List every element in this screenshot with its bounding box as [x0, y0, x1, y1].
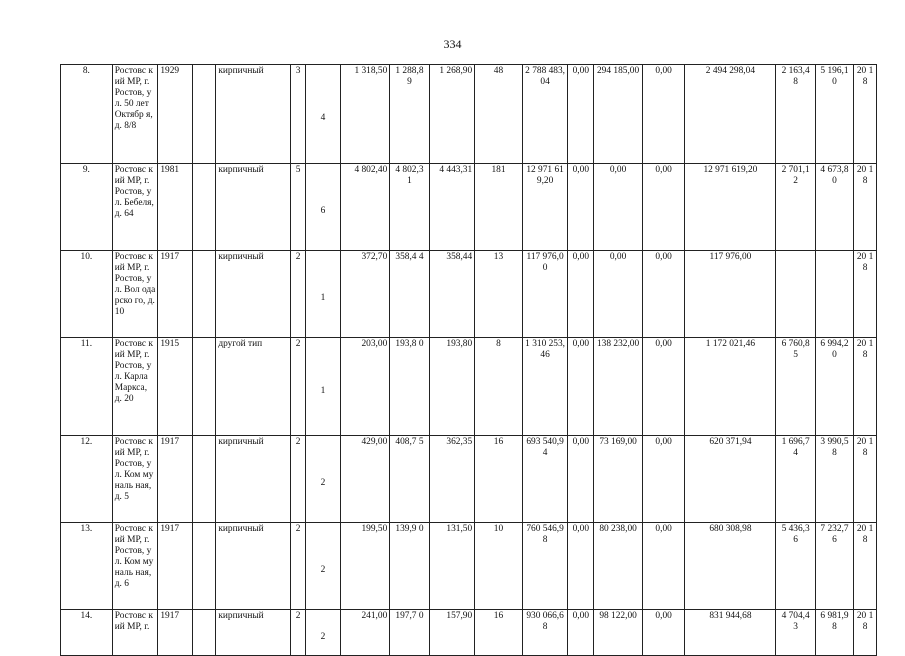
cell-a1: 4 802,40: [340, 164, 390, 251]
cell-res: 16: [475, 436, 523, 523]
cell-a3: 157,90: [429, 610, 475, 656]
cell-f1: 0,00: [568, 523, 594, 610]
cell-n: 13.: [61, 523, 113, 610]
cell-f1: 0,00: [568, 436, 594, 523]
cell-f2: 98 122,00: [594, 610, 643, 656]
cell-ent: 2: [306, 610, 340, 656]
cell-ent: 2: [306, 523, 340, 610]
cell-a2: 193,8 0: [390, 338, 429, 436]
cell-res: 8: [475, 338, 523, 436]
cell-mat: кирпичный: [216, 65, 291, 164]
cell-year: 1917: [158, 251, 192, 338]
cell-yr: 20 18: [854, 164, 877, 251]
cell-a2: 4 802,3 1: [390, 164, 429, 251]
cell-u1: 2 163,4 8: [776, 65, 815, 164]
cell-n: 8.: [61, 65, 113, 164]
cell-f3: 0,00: [642, 338, 684, 436]
cell-total: 760 546,98: [522, 523, 568, 610]
cell-mat: другой тип: [216, 338, 291, 436]
cell-u2: 7 232,7 6: [815, 523, 853, 610]
cell-year: 1917: [158, 610, 192, 656]
cell-yr: 20 18: [854, 338, 877, 436]
cell-a2: 197,7 0: [390, 610, 429, 656]
cell-f4: 831 944,68: [685, 610, 776, 656]
cell-f4: 117 976,00: [685, 251, 776, 338]
cell-f2: 294 185,00: [594, 65, 643, 164]
cell-res: 16: [475, 610, 523, 656]
cell-a1: 203,00: [340, 338, 390, 436]
table-row: [61, 164, 877, 251]
table-row: [61, 610, 877, 656]
cell-ent: 2: [306, 436, 340, 523]
table-row: [61, 436, 877, 523]
cell-empty: [192, 65, 216, 164]
cell-year: 1915: [158, 338, 192, 436]
cell-year: 1981: [158, 164, 192, 251]
cell-f4: 12 971 619,20: [685, 164, 776, 251]
cell-n: 14.: [61, 610, 113, 656]
cell-yr: 20 18: [854, 523, 877, 610]
cell-f4: 2 494 298,04: [685, 65, 776, 164]
cell-a2: 358,4 4: [390, 251, 429, 338]
cell-addr: Ростовс кий МР, г.: [112, 610, 158, 656]
cell-addr: Ростовс кий МР, г. Ростов, ул. Бебеля, д. 64: [112, 164, 158, 251]
cell-a2: 1 288,8 9: [390, 65, 429, 164]
cell-a1: 1 318,50: [340, 65, 390, 164]
cell-total: 930 066,68: [522, 610, 568, 656]
cell-a2: 139,9 0: [390, 523, 429, 610]
cell-mat: кирпичный: [216, 610, 291, 656]
cell-a3: 193,80: [429, 338, 475, 436]
cell-mat: кирпичный: [216, 436, 291, 523]
cell-yr: 20 18: [854, 65, 877, 164]
cell-f2: 0,00: [594, 251, 643, 338]
cell-floors: 2: [290, 610, 306, 656]
cell-addr: Ростовс кий МР, г. Ростов, ул. Карла Маркса, д. 20: [112, 338, 158, 436]
cell-res: 48: [475, 65, 523, 164]
cell-f3: 0,00: [642, 251, 684, 338]
cell-u1: [776, 251, 815, 338]
cell-empty: [192, 523, 216, 610]
cell-n: 9.: [61, 164, 113, 251]
cell-yr: 20 18: [854, 251, 877, 338]
cell-f4: 1 172 021,46: [685, 338, 776, 436]
cell-total: 1 310 253,46: [522, 338, 568, 436]
cell-a1: 429,00: [340, 436, 390, 523]
cell-total: 693 540,94: [522, 436, 568, 523]
cell-f1: 0,00: [568, 164, 594, 251]
cell-f2: 80 238,00: [594, 523, 643, 610]
cell-addr: Ростовс кий МР, г. Ростов, ул. 50 лет Октябр я, д. 8/8: [112, 65, 158, 164]
cell-u1: 4 704,4 3: [776, 610, 815, 656]
cell-u2: 6 981,9 8: [815, 610, 853, 656]
cell-yr: 20 18: [854, 436, 877, 523]
cell-a3: 362,35: [429, 436, 475, 523]
cell-f3: 0,00: [642, 436, 684, 523]
cell-ent: 4: [306, 65, 340, 164]
cell-floors: 3: [290, 65, 306, 164]
cell-empty: [192, 610, 216, 656]
cell-floors: 5: [290, 164, 306, 251]
cell-mat: кирпичный: [216, 164, 291, 251]
housing-table: [60, 64, 877, 656]
table-row: [61, 523, 877, 610]
cell-addr: Ростовс кий МР, г. Ростов, ул. Ком муналь ная, д. 5: [112, 436, 158, 523]
cell-floors: 2: [290, 523, 306, 610]
cell-mat: кирпичный: [216, 251, 291, 338]
cell-f2: 138 232,00: [594, 338, 643, 436]
cell-f2: 73 169,00: [594, 436, 643, 523]
cell-a3: 4 443,31: [429, 164, 475, 251]
cell-res: 13: [475, 251, 523, 338]
cell-floors: 2: [290, 251, 306, 338]
cell-floors: 2: [290, 338, 306, 436]
cell-f2: 0,00: [594, 164, 643, 251]
cell-empty: [192, 164, 216, 251]
cell-year: 1917: [158, 436, 192, 523]
cell-u1: 5 436,3 6: [776, 523, 815, 610]
cell-total: 2 788 483,04: [522, 65, 568, 164]
cell-empty: [192, 436, 216, 523]
cell-mat: кирпичный: [216, 523, 291, 610]
cell-a3: 131,50: [429, 523, 475, 610]
table-row: [61, 338, 877, 436]
cell-u2: 4 673,8 0: [815, 164, 853, 251]
cell-f1: 0,00: [568, 610, 594, 656]
cell-res: 181: [475, 164, 523, 251]
table-row: [61, 65, 877, 164]
cell-u2: 3 990,5 8: [815, 436, 853, 523]
cell-f1: 0,00: [568, 251, 594, 338]
cell-u2: 6 994,2 0: [815, 338, 853, 436]
cell-a3: 358,44: [429, 251, 475, 338]
cell-total: 117 976,00: [522, 251, 568, 338]
cell-u1: 2 701,1 2: [776, 164, 815, 251]
cell-res: 10: [475, 523, 523, 610]
cell-ent: 1: [306, 251, 340, 338]
cell-empty: [192, 251, 216, 338]
page-number: 334: [443, 37, 462, 51]
cell-ent: 1: [306, 338, 340, 436]
cell-f4: 620 371,94: [685, 436, 776, 523]
cell-floors: 2: [290, 436, 306, 523]
cell-yr: 20 18: [854, 610, 877, 656]
cell-f3: 0,00: [642, 164, 684, 251]
cell-u2: [815, 251, 853, 338]
cell-n: 11.: [61, 338, 113, 436]
cell-f4: 680 308,98: [685, 523, 776, 610]
cell-n: 12.: [61, 436, 113, 523]
cell-year: 1917: [158, 523, 192, 610]
cell-empty: [192, 338, 216, 436]
cell-u1: 1 696,7 4: [776, 436, 815, 523]
cell-ent: 6: [306, 164, 340, 251]
cell-a3: 1 268,90: [429, 65, 475, 164]
cell-a2: 408,7 5: [390, 436, 429, 523]
table-row: [61, 251, 877, 338]
cell-n: 10.: [61, 251, 113, 338]
cell-year: 1929: [158, 65, 192, 164]
cell-f1: 0,00: [568, 65, 594, 164]
cell-a1: 241,00: [340, 610, 390, 656]
cell-total: 12 971 619,20: [522, 164, 568, 251]
cell-addr: Ростовс кий МР, г. Ростов, ул. Ком муналь ная, д. 6: [112, 523, 158, 610]
cell-a1: 372,70: [340, 251, 390, 338]
cell-f3: 0,00: [642, 610, 684, 656]
cell-f3: 0,00: [642, 523, 684, 610]
cell-a1: 199,50: [340, 523, 390, 610]
cell-u1: 6 760,8 5: [776, 338, 815, 436]
cell-f3: 0,00: [642, 65, 684, 164]
cell-addr: Ростовс кий МР, г. Ростов, ул. Вол одарско го, д. 10: [112, 251, 158, 338]
cell-f1: 0,00: [568, 338, 594, 436]
cell-u2: 5 196,1 0: [815, 65, 853, 164]
